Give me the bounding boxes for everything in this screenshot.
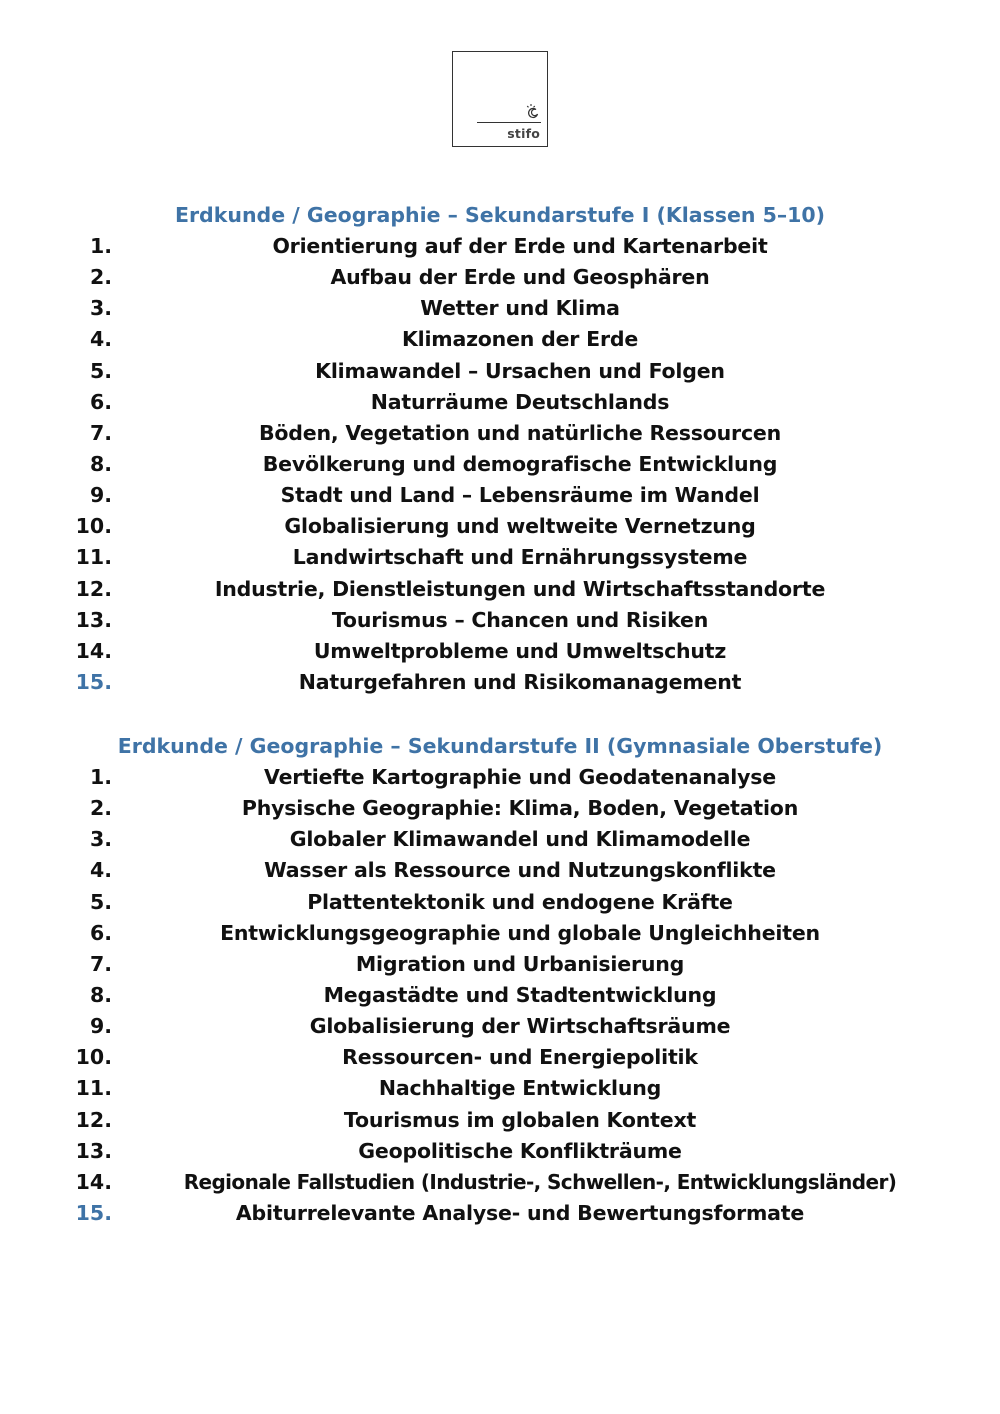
list-item	[0, 293, 1000, 324]
list-item	[0, 918, 1000, 949]
item-number: 3.	[89, 827, 112, 852]
list-item	[0, 605, 1000, 636]
list-item	[0, 1105, 1000, 1136]
item-text: Bevölkerung und demografische Entwicklung	[262, 451, 778, 476]
list-item	[0, 1136, 1000, 1167]
item-text: Globalisierung der Wirtschaftsräume	[309, 1014, 731, 1039]
item-number: 8.	[89, 451, 112, 476]
list-item	[0, 1073, 1000, 1104]
item-text: Naturgefahren und Risikomanagement	[298, 669, 742, 694]
list-item	[0, 418, 1000, 449]
item-text: Megastädte und Stadtentwicklung	[323, 982, 717, 1007]
list-item	[0, 636, 1000, 667]
item-number: 7.	[89, 420, 112, 445]
item-text: Industrie, Dienstleistungen und Wirtschaftsstandorte	[214, 576, 826, 601]
item-number: 6.	[89, 389, 112, 414]
list-item	[0, 762, 1000, 793]
item-number: 2.	[89, 265, 112, 290]
item-text: Geopolitische Konflikträume	[358, 1138, 682, 1163]
section-sekundarstufe-1	[0, 200, 1000, 698]
item-number: 10.	[75, 1045, 112, 1070]
item-number: 11.	[75, 1076, 112, 1101]
item-number: 12.	[75, 1107, 112, 1132]
item-text: Naturräume Deutschlands	[370, 389, 670, 414]
list-item	[0, 855, 1000, 886]
list-item	[0, 793, 1000, 824]
item-number: 13.	[75, 1138, 112, 1163]
logo-underline	[477, 122, 541, 123]
item-number: 4.	[89, 858, 112, 883]
list-item	[0, 542, 1000, 573]
item-number: 14.	[75, 1169, 112, 1194]
list-item	[0, 449, 1000, 480]
item-number: 10.	[75, 514, 112, 539]
item-number: 5.	[89, 889, 112, 914]
item-number: 14.	[75, 638, 112, 663]
item-text: Plattentektonik und endogene Kräfte	[307, 889, 733, 914]
item-text: Globaler Klimawandel und Klimamodelle	[289, 827, 751, 852]
item-text: Orientierung auf der Erde und Kartenarbeit	[272, 234, 768, 258]
item-text: Regionale Fallstudien (Industrie-, Schwellen-, Entwicklungsländer)	[183, 1169, 897, 1194]
item-number: 9.	[89, 483, 112, 508]
list-item	[0, 231, 1000, 262]
item-text: Wetter und Klima	[420, 296, 620, 321]
stifo-logo	[452, 51, 548, 147]
item-number: 13.	[75, 607, 112, 632]
list-item	[0, 1042, 1000, 1073]
item-number: 9.	[89, 1014, 112, 1039]
item-number: 6.	[89, 920, 112, 945]
section-heading: Erdkunde / Geographie – Sekundarstufe I (Klassen 5–10)	[174, 203, 826, 227]
item-text: Klimazonen der Erde	[401, 327, 639, 352]
item-text: Globalisierung und weltweite Vernetzung	[284, 514, 756, 539]
item-number: 4.	[89, 327, 112, 352]
item-number: 3.	[89, 296, 112, 321]
item-number: 11.	[75, 545, 112, 570]
item-text: Abiturrelevante Analyse- und Bewertungsformate	[235, 1200, 805, 1225]
item-text: Ressourcen- und Energiepolitik	[342, 1045, 698, 1070]
item-text: Böden, Vegetation und natürliche Ressourcen	[258, 420, 781, 445]
item-number: 5.	[89, 358, 112, 383]
item-text: Migration und Urbanisierung	[355, 951, 685, 976]
sun-moon-icon	[525, 103, 541, 119]
item-text: Nachhaltige Entwicklung	[378, 1076, 662, 1101]
item-text: Entwicklungsgeographie und globale Ungleichheiten	[220, 920, 820, 945]
item-number: 2.	[89, 796, 112, 821]
item-text: Physische Geographie: Klima, Boden, Vegetation	[241, 796, 799, 821]
item-text: Landwirtschaft und Ernährungssysteme	[292, 545, 748, 570]
item-text: Tourismus – Chancen und Risiken	[331, 607, 709, 632]
item-text: Aufbau der Erde und Geosphären	[330, 265, 710, 290]
list-item	[0, 1167, 1000, 1198]
item-number: 12.	[75, 576, 112, 601]
item-text: Tourismus im globalen Kontext	[343, 1107, 697, 1132]
list-item	[0, 511, 1000, 542]
item-text: Umweltprobleme und Umweltschutz	[313, 638, 727, 663]
item-number: 7.	[89, 951, 112, 976]
list-item	[0, 949, 1000, 980]
logo-text: stifo	[507, 126, 540, 141]
list-item	[0, 480, 1000, 511]
list-item	[0, 1198, 1000, 1229]
section-sekundarstufe-2	[0, 731, 1000, 1229]
item-number: 15.	[75, 1200, 112, 1225]
list-item	[0, 1011, 1000, 1042]
list-item	[0, 324, 1000, 355]
section-heading: Erdkunde / Geographie – Sekundarstufe II (Gymnasiale Oberstufe)	[117, 734, 883, 758]
item-number: 8.	[89, 982, 112, 1007]
topic-list	[0, 762, 1000, 1229]
item-text: Stadt und Land – Lebensräume im Wandel	[280, 483, 760, 508]
list-item	[0, 887, 1000, 918]
list-item	[0, 574, 1000, 605]
item-text: Klimawandel – Ursachen und Folgen	[315, 358, 725, 383]
list-item	[0, 387, 1000, 418]
list-item	[0, 356, 1000, 387]
item-text: Vertiefte Kartographie und Geodatenanalyse	[264, 765, 776, 789]
topic-list	[0, 231, 1000, 698]
list-item	[0, 824, 1000, 855]
item-number: 15.	[75, 669, 112, 694]
item-text: Wasser als Ressource und Nutzungskonflikte	[264, 858, 776, 883]
list-item	[0, 980, 1000, 1011]
item-number: 1.	[89, 234, 112, 258]
list-item	[0, 667, 1000, 698]
list-item	[0, 262, 1000, 293]
item-number: 1.	[89, 765, 112, 789]
